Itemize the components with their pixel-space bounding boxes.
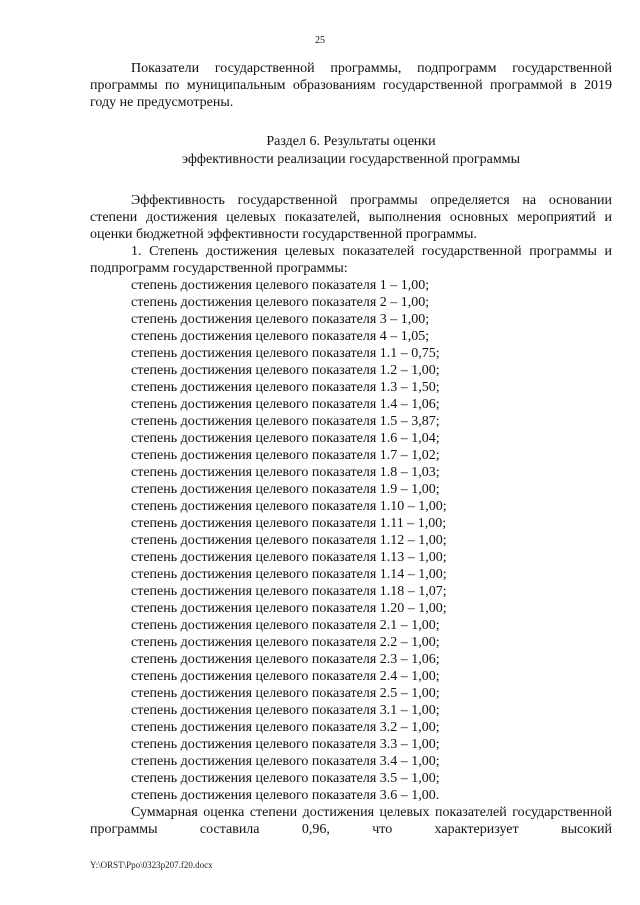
indicator-list-item: степень достижения целевого показателя 1.9 – 1,00;: [131, 482, 440, 497]
indicator-list-item: степень достижения целевого показателя 3.4 – 1,00;: [131, 754, 440, 769]
section-heading-line-1: Раздел 6. Результаты оценки: [266, 134, 436, 149]
summary-paragraph: Суммарная оценка степени достижения целевых показателей государственной программы составила 0,96, что характеризует высокий: [90, 805, 612, 837]
indicator-list-item: степень достижения целевого показателя 3 – 1,00;: [131, 312, 430, 327]
indicator-list-item: степень достижения целевого показателя 2.3 – 1,06;: [131, 652, 440, 667]
section-heading-line-2: эффективности реализации государственной программы: [182, 151, 520, 167]
indicator-list-item: степень достижения целевого показателя 1.11 – 1,00;: [131, 516, 447, 531]
indicator-list-item: степень достижения целевого показателя 3.3 – 1,00;: [131, 737, 440, 752]
indicator-list-item: степень достижения целевого показателя 1.5 – 3,87;: [131, 414, 440, 429]
document-body: [90, 60, 612, 838]
indicator-list-item: степень достижения целевого показателя 2 – 1,00;: [131, 295, 430, 310]
indicator-list: [90, 277, 612, 804]
indicator-list-item: степень достижения целевого показателя 1.1 – 0,75;: [131, 346, 440, 361]
item-1-paragraph: 1. Степень достижения целевых показателей государственной программы и подпрограмм государственной программы:: [90, 244, 612, 276]
section-heading: [90, 133, 612, 168]
indicator-list-item: степень достижения целевого показателя 3.1 – 1,00;: [131, 703, 440, 718]
efficiency-paragraph: Эффективность государственной программы определяется на основании степени достижения целевых показателей, выполнения основных мероприятий и оценки бюджетной эффективности государственной программы.: [90, 193, 612, 242]
indicator-list-item: степень достижения целевого показателя 3.2 – 1,00;: [131, 720, 440, 735]
indicator-list-item: степень достижения целевого показателя 1.3 – 1,50;: [131, 380, 440, 395]
indicator-list-item: степень достижения целевого показателя 2.5 – 1,00;: [131, 686, 440, 701]
indicator-list-item: степень достижения целевого показателя 1.20 – 1,00;: [131, 601, 447, 616]
indicator-list-item: степень достижения целевого показателя 2.2 – 1,00;: [131, 635, 440, 650]
indicator-list-item: степень достижения целевого показателя 3.6 – 1,00.: [131, 788, 440, 803]
indicator-list-item: степень достижения целевого показателя 1.7 – 1,02;: [131, 448, 440, 463]
indicator-list-item: степень достижения целевого показателя 1.10 – 1,00;: [131, 499, 447, 514]
indicator-list-item: степень достижения целевого показателя 3.5 – 1,00;: [131, 771, 440, 786]
page-number: 25: [315, 35, 325, 46]
indicator-list-item: степень достижения целевого показателя 1.8 – 1,03;: [131, 465, 440, 480]
indicator-list-item: степень достижения целевого показателя 1.12 – 1,00;: [131, 533, 447, 548]
indicator-list-item: степень достижения целевого показателя 1.4 – 1,06;: [131, 397, 440, 412]
indicator-list-item: степень достижения целевого показателя 1 – 1,00;: [131, 278, 430, 293]
indicator-list-item: степень достижения целевого показателя 1.18 – 1,07;: [131, 584, 447, 599]
indicator-list-item: степень достижения целевого показателя 4 – 1,05;: [131, 329, 430, 344]
indicator-list-item: степень достижения целевого показателя 1.13 – 1,00;: [131, 550, 447, 565]
indicator-list-item: степень достижения целевого показателя 1.14 – 1,00;: [131, 567, 447, 582]
indicator-list-item: степень достижения целевого показателя 1.6 – 1,04;: [131, 431, 440, 446]
indicator-list-item: степень достижения целевого показателя 2.1 – 1,00;: [131, 618, 440, 633]
footer-file-path: Y:\ORST\Ppo\0323p207.f20.docx: [90, 860, 213, 870]
intro-paragraph: Показатели государственной программы, подпрограмм государственной программы по муниципальным образованиям государственной программой в 2019 году не предусмотрены.: [90, 61, 612, 110]
indicator-list-item: степень достижения целевого показателя 1.2 – 1,00;: [131, 363, 440, 378]
indicator-list-item: степень достижения целевого показателя 2.4 – 1,00;: [131, 669, 440, 684]
